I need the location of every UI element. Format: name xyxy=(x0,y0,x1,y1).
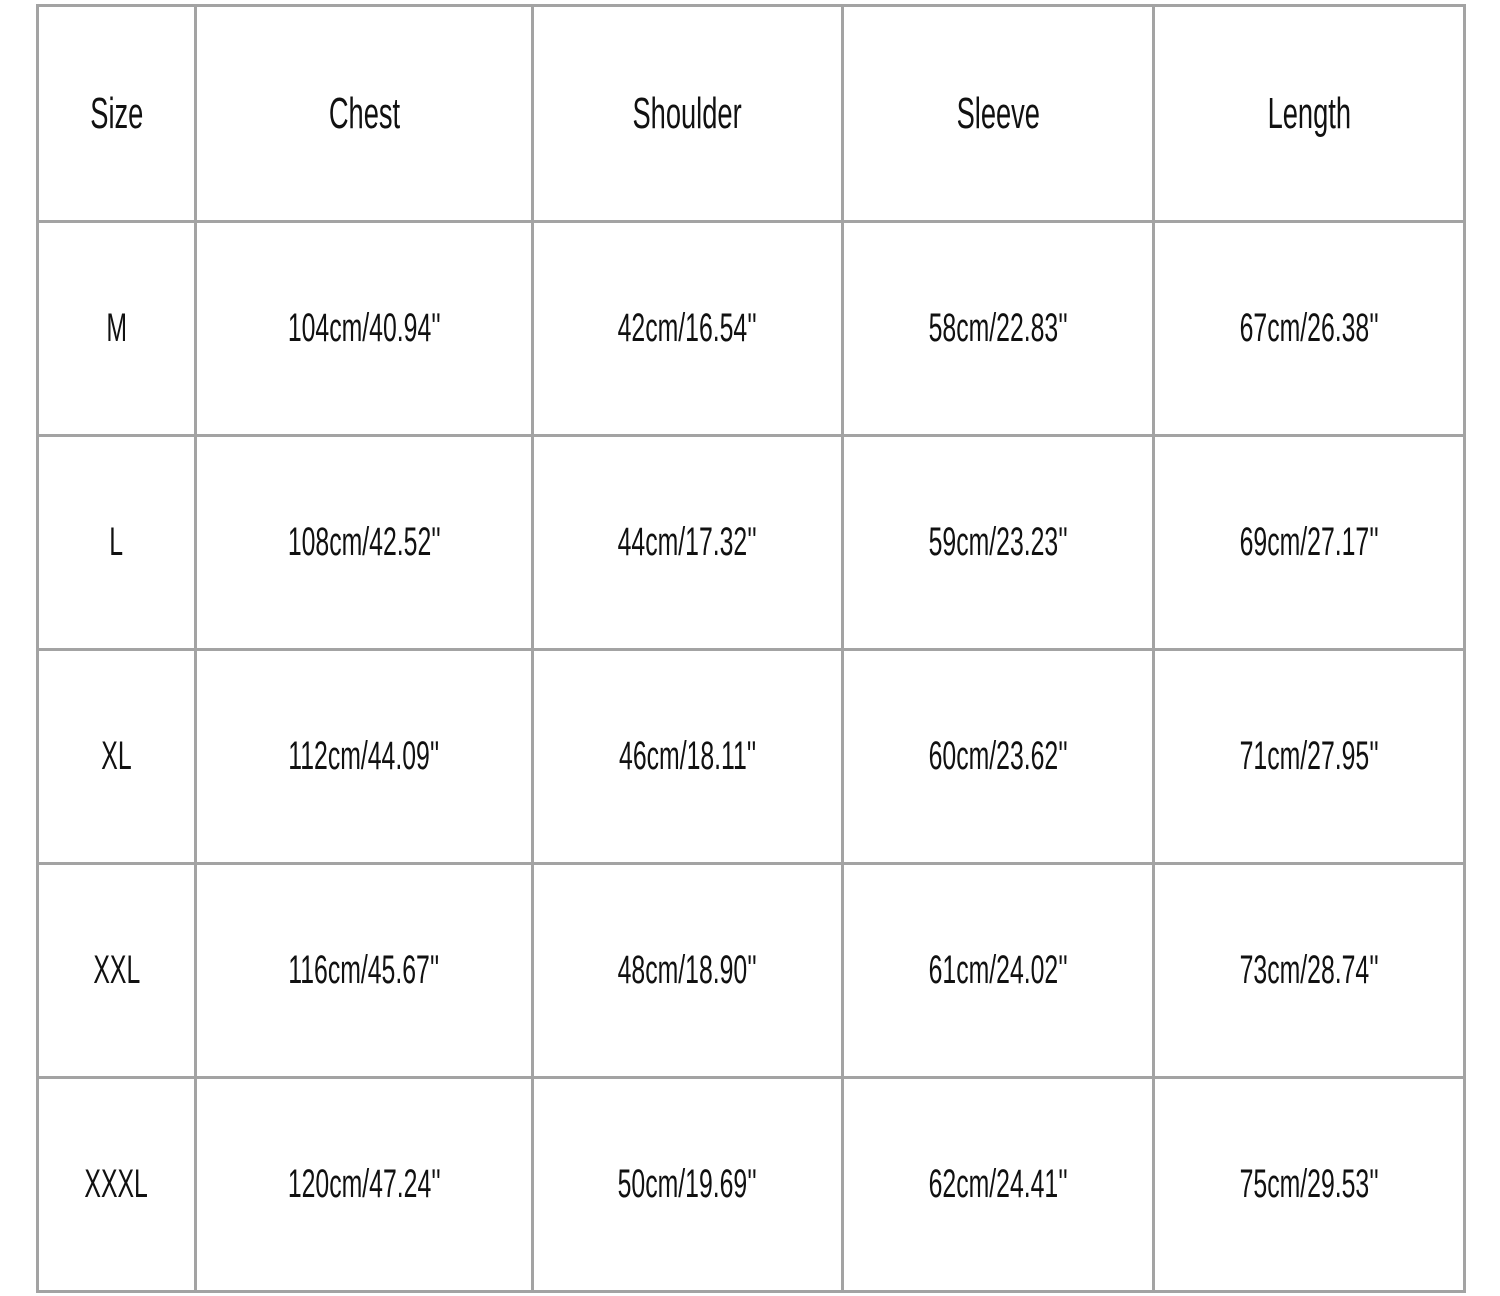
cell-shoulder: 44cm/17.32'' xyxy=(533,436,843,650)
cell-chest: 112cm/44.09'' xyxy=(196,650,533,864)
cell-sleeve: 60cm/23.62'' xyxy=(843,650,1154,864)
cell-chest: 116cm/45.67'' xyxy=(196,864,533,1078)
header-shoulder: Shoulder xyxy=(533,6,843,222)
table-header-row xyxy=(38,6,1465,222)
header-size: Size xyxy=(38,6,196,222)
cell-sleeve: 58cm/22.83'' xyxy=(843,222,1154,436)
cell-chest: 108cm/42.52'' xyxy=(196,436,533,650)
cell-size: XL xyxy=(38,650,196,864)
cell-shoulder: 46cm/18.11'' xyxy=(533,650,843,864)
cell-chest: 104cm/40.94'' xyxy=(196,222,533,436)
cell-shoulder: 50cm/19.69'' xyxy=(533,1078,843,1292)
header-length: Length xyxy=(1154,6,1465,222)
cell-size: XXL xyxy=(38,864,196,1078)
cell-shoulder: 48cm/18.90'' xyxy=(533,864,843,1078)
cell-shoulder: 42cm/16.54'' xyxy=(533,222,843,436)
cell-length: 73cm/28.74'' xyxy=(1154,864,1465,1078)
cell-length: 69cm/27.17'' xyxy=(1154,436,1465,650)
table-row xyxy=(38,436,1465,650)
table-row xyxy=(38,650,1465,864)
table-row xyxy=(38,864,1465,1078)
cell-chest: 120cm/47.24'' xyxy=(196,1078,533,1292)
cell-length: 67cm/26.38'' xyxy=(1154,222,1465,436)
cell-size: XXXL xyxy=(38,1078,196,1292)
table-row xyxy=(38,222,1465,436)
cell-length: 71cm/27.95'' xyxy=(1154,650,1465,864)
cell-sleeve: 62cm/24.41'' xyxy=(843,1078,1154,1292)
cell-sleeve: 59cm/23.23'' xyxy=(843,436,1154,650)
cell-length: 75cm/29.53'' xyxy=(1154,1078,1465,1292)
cell-sleeve: 61cm/24.02'' xyxy=(843,864,1154,1078)
table-row xyxy=(38,1078,1465,1292)
size-chart-table xyxy=(36,4,1466,1293)
header-chest: Chest xyxy=(196,6,533,222)
header-sleeve: Sleeve xyxy=(843,6,1154,222)
cell-size: L xyxy=(38,436,196,650)
cell-size: M xyxy=(38,222,196,436)
